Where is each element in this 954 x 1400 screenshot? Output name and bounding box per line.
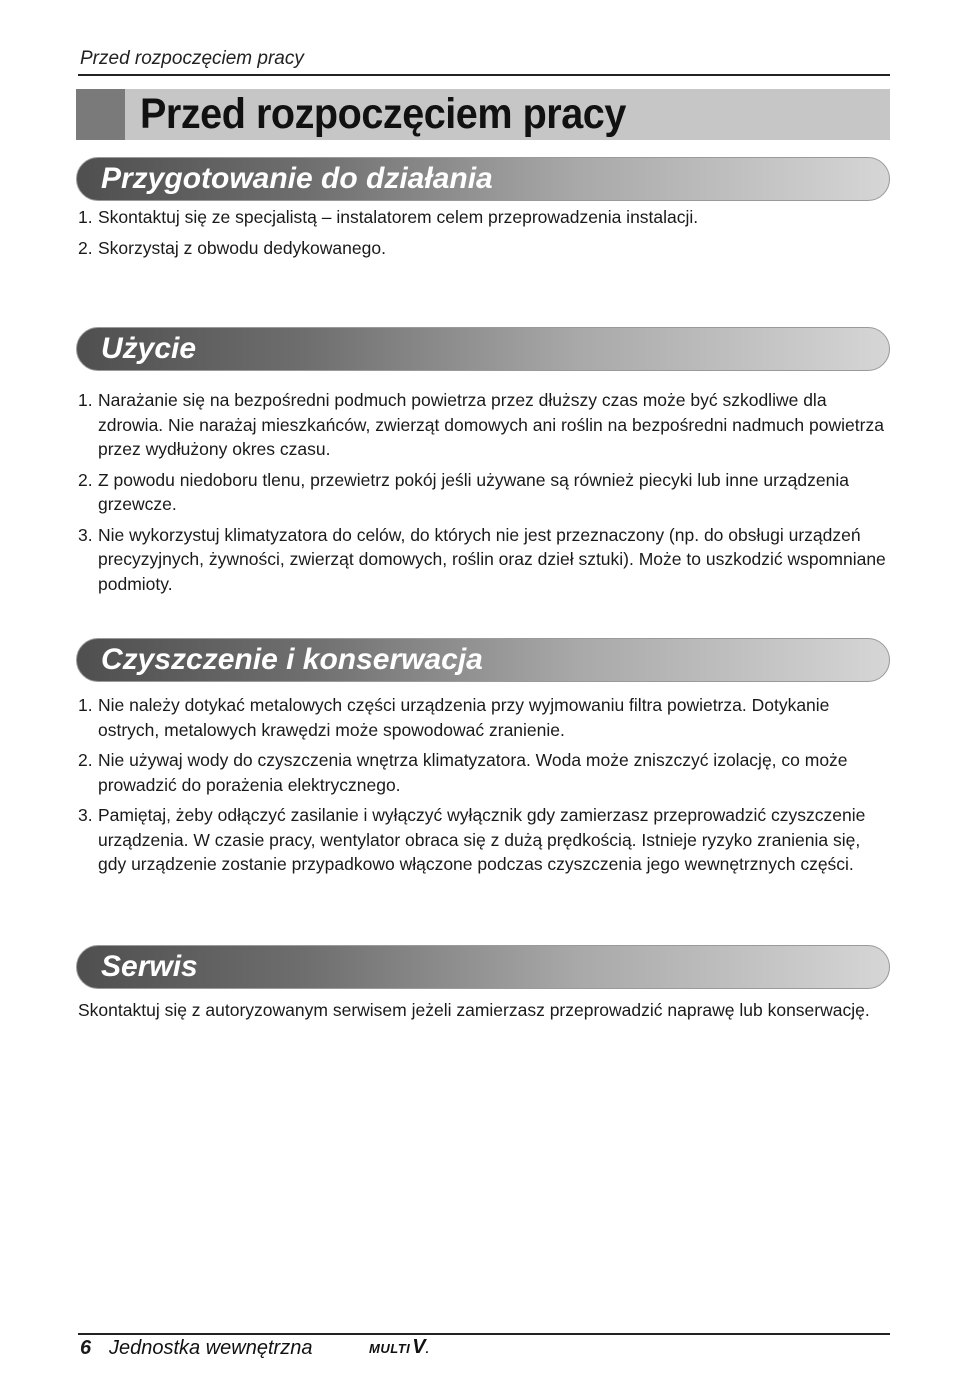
list-item-number: 1. [78, 390, 93, 410]
section-title: Użycie [101, 332, 197, 365]
title-block-accent [76, 89, 125, 140]
footer-rule [78, 1333, 890, 1335]
multi-v-logo [369, 1336, 429, 1358]
page-title-band [76, 89, 890, 140]
section-title: Przygotowanie do działania [101, 162, 493, 195]
page-title: Przed rozpoczęciem pracy [140, 90, 626, 138]
running-header: Przed rozpoczęciem pracy [80, 48, 304, 69]
section-title: Czyszczenie i konserwacja [101, 643, 483, 676]
preparation-list [78, 205, 890, 266]
list-item-number: 1. [78, 207, 93, 227]
service-paragraph: Skontaktuj się z autoryzowanym serwisem jeżeli zamierzasz przeprowadzić naprawę lub konserwację. [78, 1000, 870, 1020]
list-item-number: 2. [78, 237, 93, 258]
list-item-text: Z powodu niedoboru tlenu, przewietrz pokój jeśli używane są również piecyki lub inne urządzenia grzewcze. [98, 469, 849, 514]
cleaning-list [78, 693, 890, 883]
list-item [78, 693, 890, 742]
list-item-number: 1. [78, 695, 93, 715]
logo-v-text: V [412, 1336, 426, 1358]
section-bar-usage [76, 327, 890, 371]
section-bar-preparation [76, 157, 890, 201]
list-item-number: 3. [78, 524, 93, 545]
list-item-number: 2. [78, 469, 93, 490]
section-bar-cleaning [76, 638, 890, 682]
list-item-text: Nie używaj wody do czyszczenia wnętrza klimatyzatora. Woda może zniszczyć izolację, co może prowadzić do porażenia elektrycznego. [98, 750, 848, 795]
list-item [78, 205, 890, 230]
page-number: 6 [80, 1337, 92, 1359]
list-item-text: Narażanie się na bezpośredni podmuch powietrza przez dłuższy czas może być szkodliwe dla zdrowia. Nie narażaj mieszkańców, zwierząt domowych ani roślin na bezpośredni nadmuch powietrza przez wydłużony okres czasu. [98, 390, 884, 459]
footer-title: Jednostka wewnętrzna [109, 1337, 313, 1359]
list-item-text: Nie należy dotykać metalowych części urządzenia przy wyjmowaniu filtra powietrza. Dotykanie ostrych, metalowych krawędzi może spowodować zranienie. [98, 695, 830, 740]
list-item [78, 748, 890, 797]
header-rule [78, 74, 890, 76]
usage-list [78, 388, 890, 602]
list-item [78, 236, 890, 261]
section-title: Serwis [101, 950, 198, 983]
list-item [78, 803, 890, 877]
list-item-text: Pamiętaj, żeby odłączyć zasilanie i wyłączyć wyłącznik gdy zamierzasz przeprowadzić czyszczenie urządzenia. W czasie pracy, wentylator obraca się z dużą prędkością. Istnieje ryzyko zranienia się, gdy urządzenie zostanie przypadkowo włączone podczas czyszczenia jego wewnętrznych części. [98, 805, 866, 874]
list-item [78, 523, 890, 597]
list-item-number: 2. [78, 750, 93, 770]
list-item-text: Skorzystaj z obwodu dedykowanego. [98, 237, 386, 258]
list-item [78, 468, 890, 517]
list-item-text: Nie wykorzystuj klimatyzatora do celów, do których nie jest przeznaczony (np. do obsługi urządzeń precyzyjnych, żywności, zwierząt domowych, roślin oraz dzieł sztuki). Może to uszkodzić wspomniane podmioty. [98, 524, 886, 594]
list-item-text: Skontaktuj się ze specjalistą – instalatorem celem przeprowadzenia instalacji. [98, 207, 699, 227]
logo-dot: . [425, 1342, 429, 1356]
list-item-number: 3. [78, 805, 93, 825]
section-bar-service [76, 945, 890, 989]
list-item [78, 388, 890, 462]
logo-multi-text: MULTI [369, 1341, 411, 1356]
